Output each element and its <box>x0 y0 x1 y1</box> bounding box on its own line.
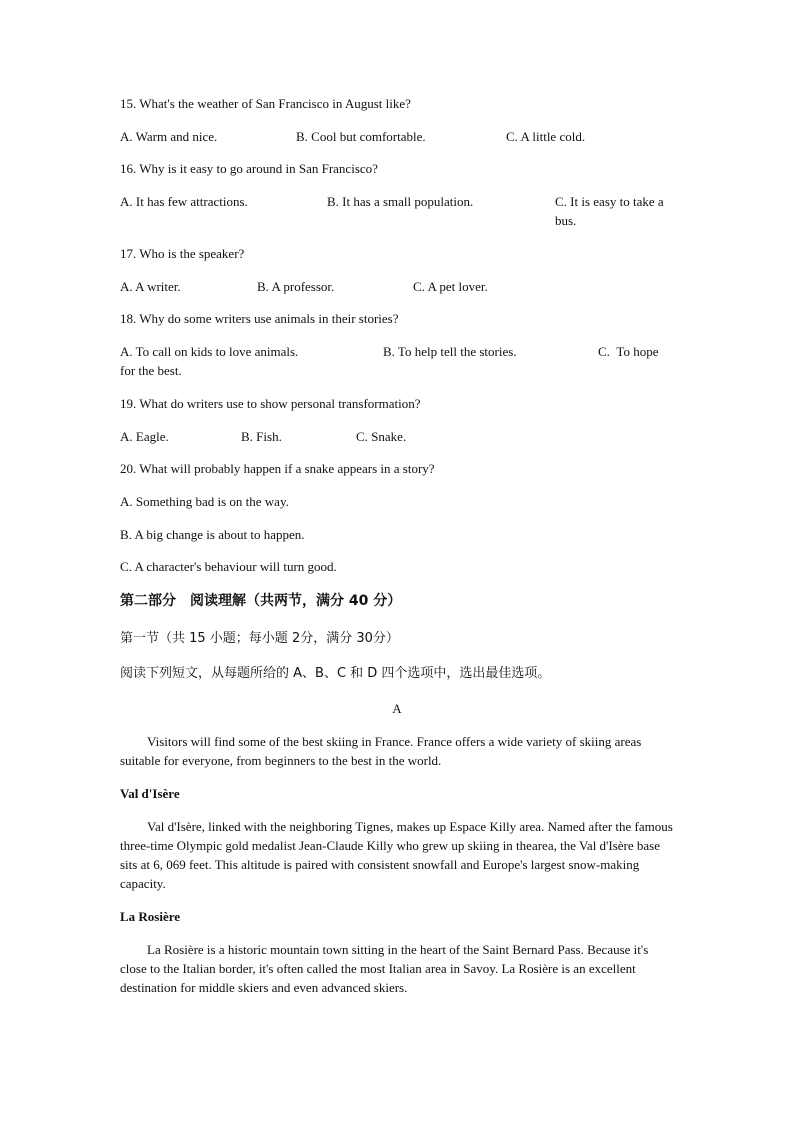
passage-label: A <box>392 701 402 716</box>
resort-text-la-rosiere: La Rosière is a historic mountain town sitting in the heart of the Saint Bernard Pass. Because it's close to the Italian border, it's often called the most Italian area in Savoy. La Rosière is an excellent destination for middle skiers and even advanced skiers. <box>120 942 649 995</box>
resort-text-val-disere: Val d'Isère, linked with the neighboring Tignes, makes up Espace Killy area. Named after the famous three-time Olympic gold medalist Jean-Claude Killy who grew up skiing in thearea, the Val d'Isère base sits at 6, 069 feet. This altitude is paired with consistent snowfall and Europe's largest snow-making capacity. <box>120 819 673 891</box>
question-19-stem: 19. What do writers use to show personal transformation? <box>120 396 421 411</box>
section-1-title: 第一节（共 15 小题；每小题 2分，满分 30分） <box>120 631 399 646</box>
question-18-option-a: A. To call on kids to love animals. <box>120 344 299 359</box>
question-18-option-c <box>598 342 658 361</box>
question-17-option-b: B. A professor. <box>257 279 335 294</box>
question-17-option-a: A. A writer. <box>120 279 181 294</box>
part-2-title: 第二部分 阅读理解（共两节，满分 40 分） <box>120 593 402 609</box>
question-16-option-b: B. It has a small population. <box>327 194 474 209</box>
question-18-option-c-line2: for the best. <box>120 363 182 378</box>
question-15-option-b: B. Cool but comfortable. <box>296 129 426 144</box>
question-19-option-b: B. Fish. <box>241 429 282 444</box>
resort-heading-val-disere: Val d'Isère <box>120 786 180 801</box>
question-15-option-c: C. A little cold. <box>506 129 586 144</box>
question-16-option-c: C. It is easy to take a bus. <box>555 194 664 228</box>
reading-instruction: 阅读下列短文，从每题所给的 A、B、C 和 D 四个选项中，选出最佳选项。 <box>120 666 551 681</box>
question-15-stem: 15. What's the weather of San Francisco in August like? <box>120 96 411 111</box>
question-19-option-c: C. Snake. <box>356 429 407 444</box>
question-20-option-b: B. A big change is about to happen. <box>120 527 305 542</box>
question-20-option-c: C. A character's behaviour will turn good. <box>120 559 337 574</box>
question-18-stem: 18. Why do some writers use animals in their stories? <box>120 311 399 326</box>
passage-intro: Visitors will find some of the best skiing in France. France offers a wide variety of skiing areas suitable for everyone, from beginners to the best in the world. <box>120 734 642 768</box>
question-17-option-c: C. A pet lover. <box>413 279 488 294</box>
question-16-option-a: A. It has few attractions. <box>120 194 248 209</box>
question-15-option-a: A. Warm and nice. <box>120 129 218 144</box>
question-19-option-a: A. Eagle. <box>120 429 169 444</box>
question-17-stem: 17. Who is the speaker? <box>120 246 245 261</box>
question-18-option-c-line1: C. To hope <box>598 344 659 359</box>
question-20-option-a: A. Something bad is on the way. <box>120 494 289 509</box>
question-16-stem: 16. Why is it easy to go around in San Francisco? <box>120 161 378 176</box>
question-20-stem: 20. What will probably happen if a snake appears in a story? <box>120 461 435 476</box>
resort-heading-la-rosiere: La Rosière <box>120 909 181 924</box>
question-18-option-b: B. To help tell the stories. <box>383 344 517 359</box>
